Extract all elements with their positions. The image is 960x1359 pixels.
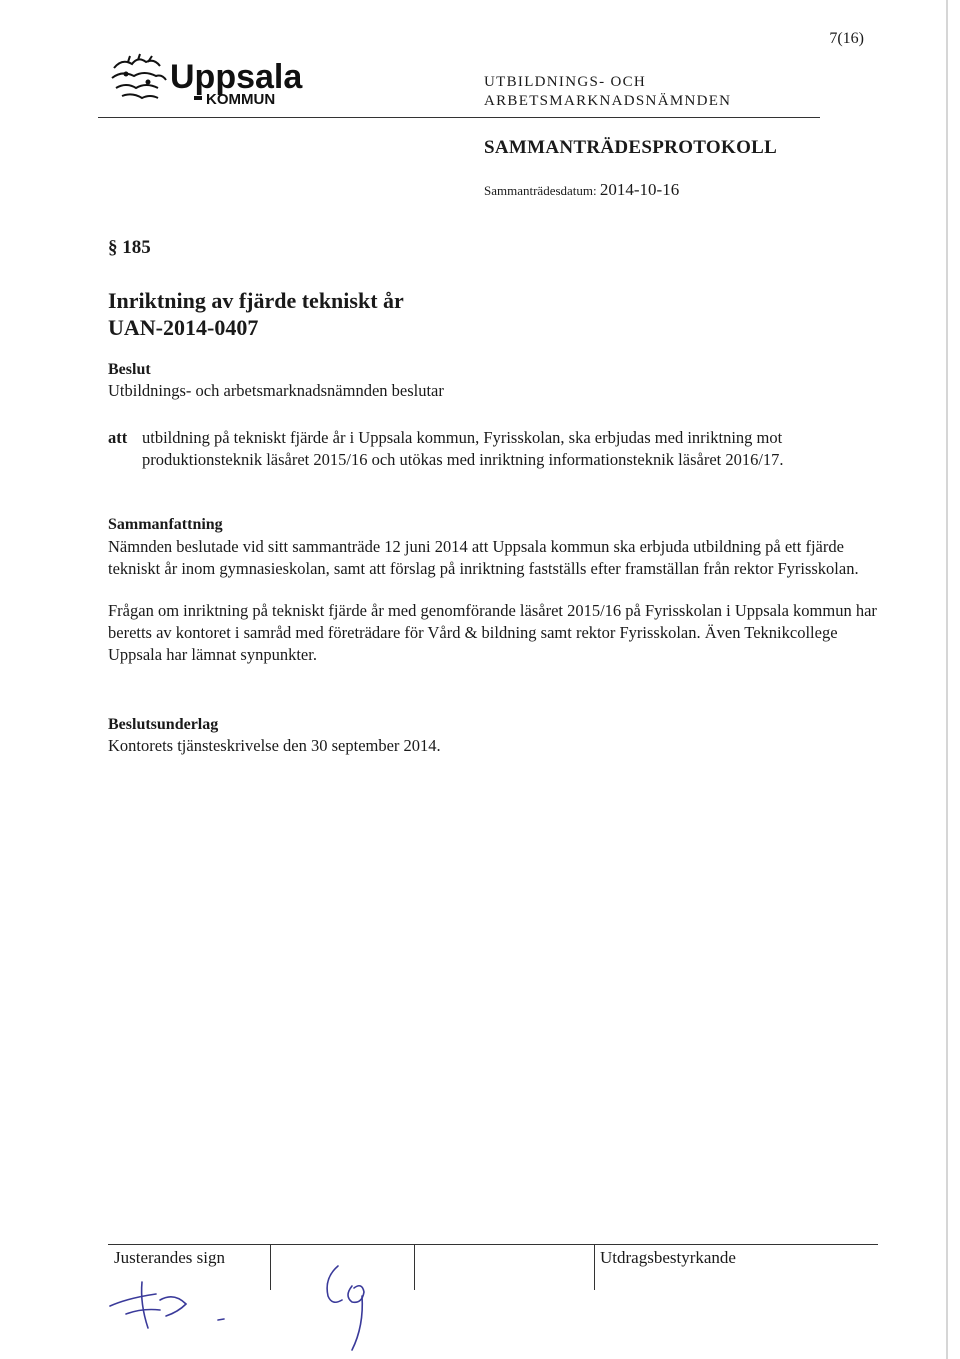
beslutsunderlag-block (108, 716, 441, 757)
section-number: § 185 (108, 237, 151, 258)
organization-name (484, 73, 731, 111)
title-line-1: Inriktning av fjärde tekniskt år (108, 288, 404, 313)
utdragsbestyrkande-label: Utdragsbestyrkande (600, 1248, 736, 1267)
coat-of-arms-icon (108, 52, 323, 110)
signature-table (108, 1244, 878, 1354)
handwritten-initials-1 (108, 1264, 238, 1334)
organization-line-2: ARBETSMARKNADSNÄMNDEN (484, 93, 732, 109)
signature-divider-2 (414, 1244, 415, 1290)
beslut-att-text: utbildning på tekniskt fjärde år i Uppsala kommun, Fyrisskolan, ska erbjudas med inriktning mot produktionsteknik läsåret 2015/16 och utökas med inriktning informationsteknik läsåret 2016/17. (142, 428, 784, 469)
header-divider (98, 117, 820, 118)
document-type: SAMMANTRÄDESPROTOKOLL (484, 137, 778, 158)
document-title (108, 287, 404, 341)
beslut-heading: Beslut (108, 361, 151, 378)
organization-line-1: UTBILDNINGS- OCH (484, 74, 647, 90)
beslutsunderlag-heading: Beslutsunderlag (108, 716, 219, 733)
meeting-date: 2014-10-16 (599, 180, 680, 199)
sammanfattning-heading: Sammanfattning (108, 516, 223, 533)
handwritten-initials-2 (316, 1256, 396, 1354)
signature-divider-3 (594, 1244, 595, 1290)
meeting-date-line (484, 180, 679, 200)
sammanfattning-paragraph-2: Frågan om inriktning på tekniskt fjärde år med genomförande läsåret 2015/16 på Fyrisskolan i Uppsala kommun har beretts av kontoret i samråd med företrädare för Vård & bildning samt rektor Fyrisskolan. Även Teknikcollege Uppsala har lämnat synpunkter. (108, 601, 877, 664)
page-edge-line (946, 0, 948, 1359)
beslut-block (108, 361, 444, 402)
beslutsunderlag-text: Kontorets tjänsteskrivelse den 30 september 2014. (108, 736, 441, 755)
uppsala-kommun-logo (108, 52, 323, 110)
att-word: att (108, 428, 128, 447)
svg-text:KOMMUN: KOMMUN (206, 91, 276, 108)
page-number: 7(16) (829, 30, 864, 47)
sammanfattning-block (108, 516, 878, 666)
justerandes-sign-label: Justerandes sign (114, 1248, 225, 1267)
signature-table-top-line (108, 1244, 878, 1245)
svg-text:Uppsala: Uppsala (170, 58, 303, 96)
meeting-date-label: Sammanträdesdatum: (484, 183, 597, 198)
signature-divider-1 (270, 1244, 271, 1290)
title-line-2: UAN-2014-0407 (108, 315, 259, 340)
sammanfattning-paragraph-1: Nämnden beslutade vid sitt sammanträde 12 juni 2014 att Uppsala kommun ska erbjuda utbildning på ett fjärde tekniskt år inom gymnasieskolan, samt att förslag på inriktning fastställs efter framställan från rektor Fyrisskolan. (108, 537, 859, 578)
beslut-intro: Utbildnings- och arbetsmarknadsnämnden beslutar (108, 381, 444, 400)
